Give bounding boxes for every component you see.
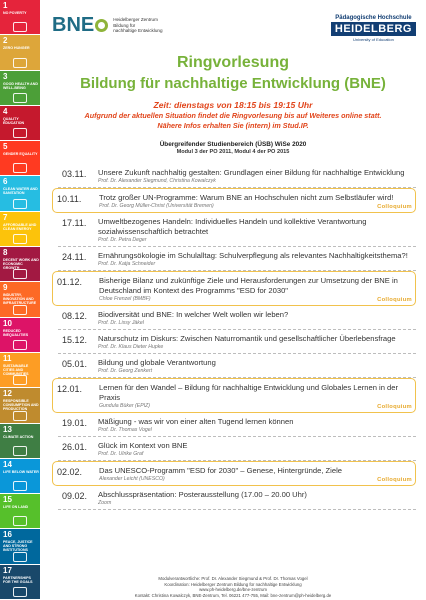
lecture-speaker: Gundula Büker (EPIZ) [99, 403, 151, 409]
footer-line: Koordination: Heidelberger Zentrum Bildung für nachhaltige Entwicklung [164, 581, 302, 587]
sdg-goal-icon [13, 552, 27, 562]
lecture-title: Trotz großer UN-Programme: Warum BNE an Hochschulen nicht zum Selbstläufer wird! [99, 193, 394, 202]
study-area: Übergreifender Studienbereich (ÜSB) WiSe 2020 [159, 141, 307, 148]
online-notice [44, 111, 422, 131]
lecture-date: 12.01. [57, 384, 83, 394]
lecture-speaker: Prof. Dr. Ulrike Graf [98, 451, 144, 457]
lecture-date: 15.12. [62, 335, 88, 345]
footer [40, 576, 426, 598]
sdg-tile [0, 318, 40, 353]
colloquium-badge: Colloquium [377, 404, 412, 410]
time-info: Zeit: dienstags von 18:15 bis 19:15 Uhr [153, 100, 313, 110]
sdg-number: 11 [3, 353, 12, 363]
sdg-label: AFFORDABLE AND CLEAN ENERGY [3, 222, 37, 231]
lecture-row [58, 306, 416, 330]
bne-sub-line: nachhaltige Entwicklung [113, 28, 163, 34]
sdg-number: 1 [3, 1, 8, 10]
sdg-number: 14 [3, 459, 12, 469]
sdg-label: CLIMATE ACTION [3, 434, 34, 439]
sdg-number: 3 [3, 71, 8, 81]
footer-line: Modulverantwortliche: Prof. Dr. Alexander Siegmund & Prof. Dr. Thomas Vogel [158, 576, 308, 581]
lecture-title: Ernährungsökologie im Schulalltag: Schulverpflegung als relevantes Nachhaltigkeitsthema?! [98, 251, 408, 260]
lecture-title: Naturschutz im Diskurs: Zwischen Naturromantik und gesellschaftlicher Überlebensfrage [98, 334, 396, 343]
sdg-goal-icon [13, 446, 27, 456]
lecture-date: 02.02. [57, 467, 83, 477]
lecture-speaker: Chloe Frenzel (BMBF) [99, 296, 151, 302]
sdg-label: PEACE, JUSTICE AND STRONG INSTITUTIONS [3, 540, 33, 553]
lecture-list [58, 164, 416, 510]
lecture-row [52, 461, 416, 486]
lecture-row [58, 354, 416, 378]
lecture-speaker: Alexander Leicht (UNESCO) [99, 476, 165, 482]
sdg-goal-icon [13, 163, 27, 173]
colloquium-badge: Colloquium [377, 477, 412, 483]
sdg-label: QUALITY EDUCATION [3, 116, 25, 125]
sdg-label: PARTNERSHIPS FOR THE GOALS [3, 575, 33, 584]
bne-sub-line: Heidelberger Zentrum [113, 17, 158, 23]
lecture-title: Bildung und globale Verantwortung [98, 358, 216, 367]
sdg-number: 13 [3, 424, 12, 434]
lecture-date: 19.01. [62, 418, 88, 428]
sdg-label: REDUCED INEQUALITIES [3, 328, 29, 337]
sdg-number: 8 [3, 248, 8, 258]
colloquium-badge: Colloquium [377, 204, 412, 210]
lecture-row [58, 164, 416, 188]
lecture-row [58, 486, 416, 510]
footer-line: Kontakt: Christina Kowalczyk, BNE-Zentrum, Tel. 06221 477-755, Mail: bne-zentrum@ph-heidelberg.de [134, 592, 332, 598]
sdg-sidebar [0, 0, 40, 600]
sdg-tile [0, 212, 40, 247]
lecture-date: 17.11. [62, 218, 87, 228]
lecture-speaker: Prof. Dr. Katja Schneider [98, 261, 156, 267]
sdg-goal-icon [13, 234, 27, 244]
ph-heidelberg-logo [331, 15, 416, 42]
sdg-goal-icon [13, 199, 27, 209]
sdg-tile [0, 282, 40, 317]
sdg-label: LIFE ON LAND [3, 505, 29, 510]
sdg-tile [0, 106, 40, 141]
sdg-tile [0, 459, 40, 494]
sdg-number: 9 [3, 283, 8, 293]
sdg-label: CLEAN WATER AND SANITATION [3, 187, 38, 196]
sdg-tile [0, 565, 40, 600]
sdg-tile [0, 141, 40, 176]
sdg-tile [0, 247, 40, 282]
sdg-tile [0, 71, 40, 106]
sdg-goal-icon [13, 481, 27, 491]
sdg-tile [0, 35, 40, 70]
sdg-number: 5 [3, 142, 8, 152]
lecture-row [52, 378, 416, 413]
lecture-row [58, 437, 416, 461]
ph-logo-top: Pädagogische Hochschule [335, 15, 412, 21]
sdg-label: NO POVERTY [3, 11, 27, 15]
lecture-speaker: Prof. Dr. Thomas Vogel [98, 427, 152, 433]
lecture-speaker: Prof. Dr. Klaus Dieter Hupke [98, 344, 164, 350]
lecture-row [58, 247, 416, 271]
lecture-row [52, 188, 416, 213]
notice-line: Aufgrund der aktuellen Situation findet die Ringvorlesung bis auf Weiteres online statt. [84, 111, 382, 120]
sdg-number: 15 [3, 495, 12, 505]
lecture-date: 01.12. [57, 277, 83, 287]
lecture-title: Mäßigung - was wir von einer alten Tugend lernen können [98, 417, 294, 426]
sdg-tile [0, 388, 40, 423]
sdg-goal-icon [13, 58, 27, 68]
sdg-tile [0, 0, 40, 35]
sdg-tile [0, 176, 40, 211]
ph-logo-main: HEIDELBERG [331, 22, 416, 36]
sdg-goal-icon [13, 340, 27, 350]
sdg-goal-icon [13, 22, 27, 32]
sdg-goal-icon [13, 269, 27, 279]
lecture-date: 10.11. [57, 194, 82, 204]
lecture-date: 05.01. [62, 359, 88, 369]
lecture-title: Umweltbezogenes Handeln: Individuelles Handeln und kollektive Verantwortung sozialwissenschaftlich betrachtet [98, 217, 367, 236]
lecture-row [58, 413, 416, 437]
sdg-tile [0, 494, 40, 529]
sdg-goal-icon [13, 93, 27, 103]
sdg-number: 10 [3, 318, 12, 328]
lecture-title: Lernen für den Wandel – Bildung für nachhaltige Entwicklung und Globales Lernen in der Praxis [99, 383, 399, 402]
lecture-title: Abschlusspräsentation: Posterausstellung (17.00 – 20.00 Uhr) [98, 490, 307, 499]
ph-logo-bottom: University of Education [352, 37, 394, 42]
notice-line: Nähere Infos erhalten Sie (intern) im Stud.IP. [157, 121, 309, 130]
bne-logo-subtitle [113, 17, 162, 33]
sdg-tile [0, 529, 40, 564]
lecture-title: Biodiversität und BNE: In welcher Welt wollen wir leben? [98, 310, 289, 319]
lecture-date: 08.12. [62, 311, 88, 321]
sdg-label: SUSTAINABLE CITIES AND COMMUNITIES [3, 363, 29, 376]
ringvorlesung-heading: Ringvorlesung [176, 54, 289, 71]
bne-logo [52, 14, 163, 37]
lecture-date: 26.01. [62, 442, 88, 452]
sdg-goal-icon [13, 516, 27, 526]
lecture-row [52, 271, 416, 306]
bne-logo-mark: BNE [52, 14, 95, 36]
sdg-number: 4 [3, 106, 8, 116]
sdg-number: 6 [3, 177, 8, 187]
sdg-label: ZERO HUNGER [3, 46, 30, 51]
lecture-date: 03.11. [62, 169, 87, 179]
sdg-number: 2 [3, 36, 8, 46]
bne-dot-icon [95, 19, 108, 32]
lecture-speaker: Prof. Dr. Petra Deger [98, 237, 147, 243]
sdg-tile [0, 353, 40, 388]
sdg-goal-icon [13, 128, 27, 138]
sdg-label: INDUSTRY, INNOVATION AND INFRASTRUCTURE [3, 293, 37, 306]
lecture-title: Unsere Zukunft nachhaltig gestalten: Grundlagen einer Bildung für nachhaltige Entwicklung [98, 168, 405, 177]
lecture-date: 09.02. [62, 491, 88, 501]
sdg-label: LIFE BELOW WATER [3, 469, 39, 474]
lecture-speaker: Prof. Dr. Lissy Jäkel [98, 320, 144, 326]
sdg-number: 7 [3, 212, 8, 222]
page-title: Bildung für nachhaltige Entwicklung (BNE) [80, 75, 386, 92]
sdg-label: GENDER EQUALITY [3, 152, 38, 157]
lecture-title: Glück im Kontext von BNE [98, 441, 188, 450]
sdg-number: 12 [3, 389, 12, 399]
lecture-row [58, 330, 416, 354]
sdg-number: 16 [3, 530, 12, 540]
lecture-speaker: Prof. Dr. Georg Müller-Christ (Universität Bremen) [99, 203, 214, 209]
sdg-goal-icon [13, 411, 27, 421]
footer-link[interactable]: www.ph-heidelberg.de/bne-zentrum [199, 587, 267, 593]
modules-info: Modul 3 der PO 2011, Modul 4 der PO 2015 [176, 149, 290, 155]
sdg-goal-icon [13, 305, 27, 315]
colloquium-badge: Colloquium [377, 297, 412, 303]
lecture-date: 24.11. [62, 252, 87, 262]
sdg-number: 17 [3, 565, 12, 575]
sdg-goal-icon [13, 375, 27, 385]
sdg-label: GOOD HEALTH AND WELL-BEING [3, 81, 38, 90]
sdg-label: DECENT WORK AND ECONOMIC GROWTH [3, 258, 39, 271]
lecture-speaker: Zoom [98, 500, 112, 506]
lecture-title: Bisherige Bilanz und zukünftige Ziele und Herausforderungen zur Umsetzung der BNE in Deutschland im Kontext des Programms "ESD for 2030" [99, 276, 398, 295]
sdg-goal-icon [13, 587, 27, 597]
bne-sub-line: Bildung für [113, 22, 136, 28]
lecture-speaker: Prof. Dr. Alexander Siegmund, Christina Kowalczyk [98, 178, 216, 184]
lecture-title: Das UNESCO-Programm "ESD for 2030" – Genese, Hintergründe, Ziele [99, 466, 343, 475]
sdg-tile [0, 424, 40, 459]
lecture-row [58, 213, 416, 247]
lecture-speaker: Prof. Dr. Georg Zenkert [98, 368, 153, 374]
sdg-label: RESPONSIBLE CONSUMPTION AND PRODUCTION [3, 399, 39, 412]
